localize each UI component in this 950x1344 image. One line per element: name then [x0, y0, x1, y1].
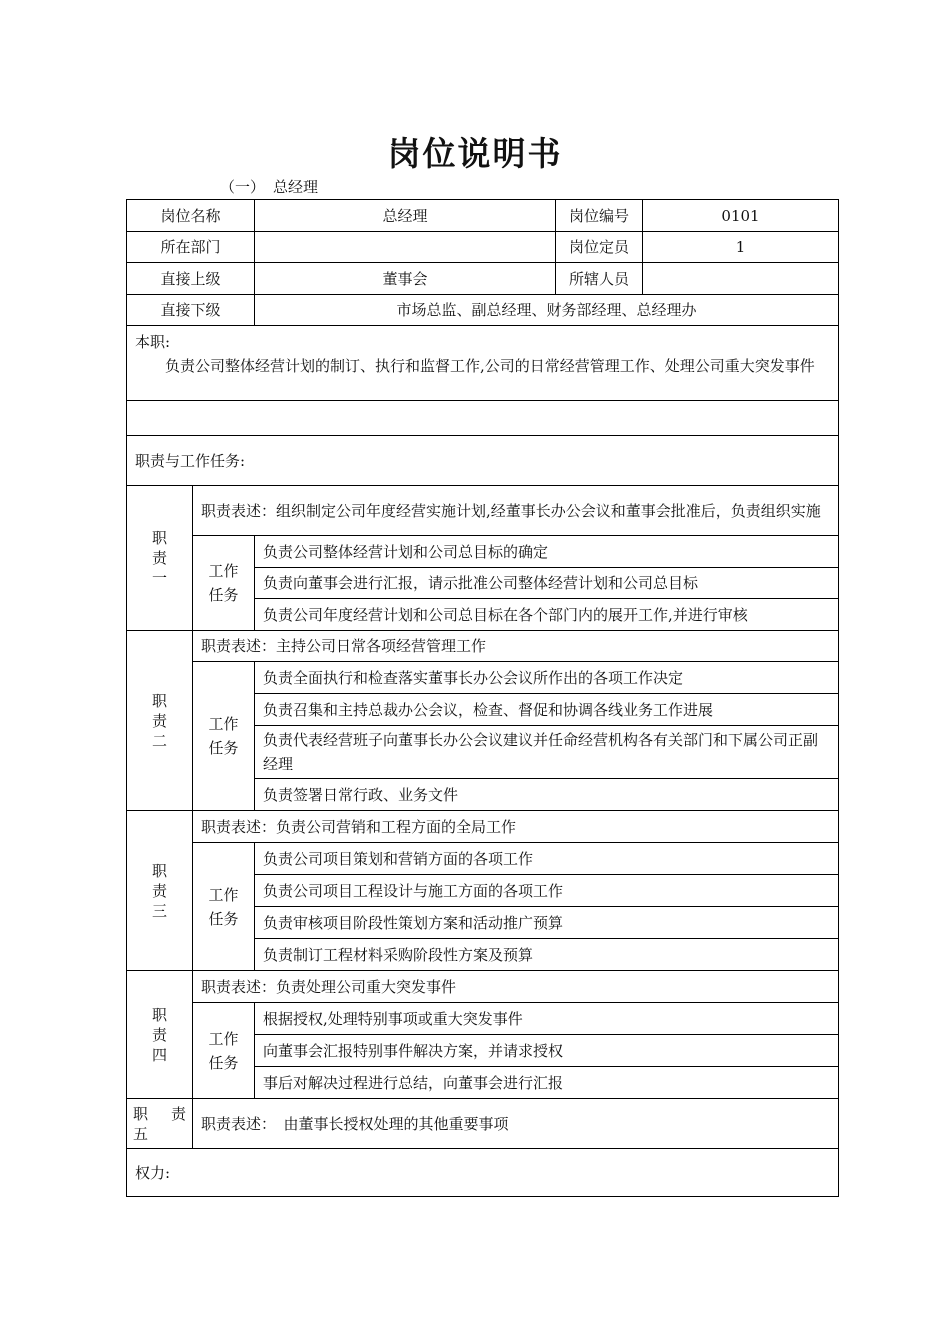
- resp2-task-row: [127, 662, 839, 694]
- responsibilities-label: 职责与工作任务:: [127, 436, 839, 486]
- blank-cell: [127, 401, 839, 436]
- resp3-task-3: 负责审核项目阶段性策划方案和活动推广预算: [255, 907, 839, 939]
- jurisdiction-label: 所辖人员: [556, 263, 643, 295]
- blank-row: [127, 401, 839, 436]
- duty-label: 本职:: [135, 333, 171, 351]
- duty-text: 负责公司整体经营计划的制订、执行和监督工作,公司的日常经营管理工作、处理公司重大突发事件: [165, 357, 815, 375]
- resp4-task-1: 根据授权,处理特别事项或重大突发事件: [255, 1003, 839, 1035]
- resp1-task-3: 负责公司年度经营计划和公司总目标在各个部门内的展开工作,并进行审核: [255, 599, 839, 631]
- resp3-desc: 职责表述：负责公司营销和工程方面的全局工作: [193, 811, 839, 843]
- resp1-task-row: [127, 536, 839, 568]
- superior-value: 董事会: [255, 263, 556, 295]
- resp4-task-row: [127, 1003, 839, 1035]
- resp2-task-3: 负责代表经营班子向董事长办公会议建议并任命经营机构各有关部门和下属公司正副经理: [255, 726, 839, 779]
- duty-cell: [127, 326, 839, 401]
- resp2-desc-row: [127, 631, 839, 662]
- resp3-label-cell: [127, 811, 193, 971]
- headcount-value: 1: [643, 232, 839, 263]
- resp4-desc: 职责表述：负责处理公司重大突发事件: [193, 971, 839, 1003]
- resp5-label-part1: 职: [133, 1104, 149, 1123]
- resp4-task-label: 工作任务: [208, 1029, 239, 1072]
- resp2-task-1: 负责全面执行和检查落实董事长办公会议所作出的各项工作决定: [255, 662, 839, 694]
- resp1-desc-row: [127, 486, 839, 536]
- resp2-label: 职责二: [151, 691, 167, 750]
- info-row-subordinate: [127, 295, 839, 326]
- resp2-task-label-cell: [193, 662, 255, 811]
- duty-row: [127, 326, 839, 401]
- resp1-label-cell: [127, 486, 193, 631]
- resp1-label: 职责一: [151, 529, 167, 587]
- resp3-task-2: 负责公司项目工程设计与施工方面的各项工作: [255, 875, 839, 907]
- resp3-task-label: 工作任务: [208, 885, 239, 928]
- resp1-task-1: 负责公司整体经营计划和公司总目标的确定: [255, 536, 839, 568]
- resp2-task-4: 负责签署日常行政、业务文件: [255, 779, 839, 811]
- info-row-dept: [127, 232, 839, 263]
- subordinate-label: 直接下级: [127, 295, 255, 326]
- resp5-row: [127, 1099, 839, 1149]
- resp3-task-label-cell: [193, 843, 255, 971]
- resp5-label-part2: 责: [170, 1104, 186, 1123]
- section-name: 总经理: [273, 178, 319, 196]
- resp5-desc: 职责表述： 由董事长授权处理的其他重要事项: [193, 1099, 839, 1149]
- resp1-task-label-cell: [193, 536, 255, 631]
- power-row: [127, 1149, 839, 1197]
- resp4-task-3: 事后对解决过程进行总结，向董事会进行汇报: [255, 1067, 839, 1099]
- position-code-label: 岗位编号: [556, 200, 643, 232]
- section-number: （一）: [220, 178, 266, 196]
- resp2-task-2: 负责召集和主持总裁办公会议，检查、督促和协调各线业务工作进展: [255, 694, 839, 726]
- resp2-desc: 职责表述：主持公司日常各项经营管理工作: [193, 631, 839, 662]
- resp4-label-cell: [127, 971, 193, 1099]
- resp3-task-4: 负责制订工程材料采购阶段性方案及预算: [255, 939, 839, 971]
- resp3-label: 职责三: [151, 861, 167, 920]
- department-label: 所在部门: [127, 232, 255, 263]
- resp5-label-top: [133, 1104, 186, 1124]
- resp5-label-cell: [127, 1099, 193, 1149]
- superior-label: 直接上级: [127, 263, 255, 295]
- resp2-task-label: 工作任务: [208, 715, 239, 757]
- info-row-superior: [127, 263, 839, 295]
- section-heading: [220, 176, 318, 197]
- info-row-name: [127, 200, 839, 232]
- document-title: 岗位说明书: [387, 134, 563, 173]
- job-description-table: [126, 199, 839, 1197]
- headcount-label: 岗位定员: [556, 232, 643, 263]
- resp1-task-2: 负责向董事会进行汇报，请示批准公司整体经营计划和公司总目标: [255, 568, 839, 599]
- jurisdiction-value: [643, 263, 839, 295]
- resp1-desc: 职责表述：组织制定公司年度经营实施计划,经董事长办公会议和董事会批准后，负责组织实施: [193, 486, 839, 536]
- power-label: 权力:: [127, 1149, 839, 1197]
- resp3-desc-row: [127, 811, 839, 843]
- department-value: [255, 232, 556, 263]
- resp3-task-1: 负责公司项目策划和营销方面的各项工作: [255, 843, 839, 875]
- resp4-label: 职责四: [151, 1005, 167, 1064]
- responsibilities-header-row: [127, 436, 839, 486]
- resp4-task-label-cell: [193, 1003, 255, 1099]
- subordinate-value: 市场总监、副总经理、财务部经理、总经理办: [255, 295, 839, 326]
- position-name-value: 总经理: [255, 200, 556, 232]
- resp1-task-label: 工作任务: [208, 562, 239, 604]
- resp4-task-2: 向董事会汇报特别事件解决方案，并请求授权: [255, 1035, 839, 1067]
- resp4-desc-row: [127, 971, 839, 1003]
- position-name-label: 岗位名称: [127, 200, 255, 232]
- resp3-task-row: [127, 843, 839, 875]
- position-code-value: 0101: [643, 200, 839, 232]
- resp5-label-part3: 五: [133, 1124, 149, 1143]
- resp2-label-cell: [127, 631, 193, 811]
